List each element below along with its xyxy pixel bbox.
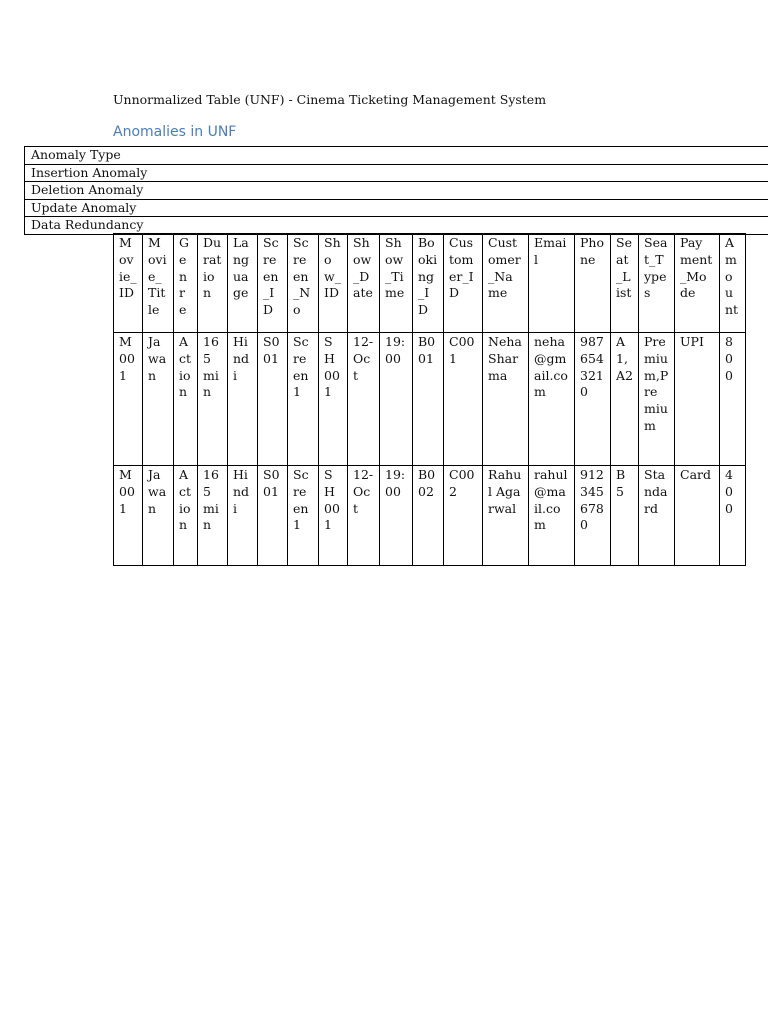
column-header — [348, 234, 380, 333]
table-cell — [348, 333, 380, 466]
table-cell — [143, 466, 174, 566]
table-cell — [611, 333, 639, 466]
column-header-label: Screen_No — [293, 235, 311, 318]
table-cell — [348, 466, 380, 566]
column-header — [675, 234, 720, 333]
table-cell — [483, 466, 529, 566]
table-row — [25, 182, 768, 200]
table-cell — [444, 333, 483, 466]
table-cell — [720, 333, 746, 466]
table-row — [25, 217, 768, 235]
cell-value: C002 — [449, 467, 475, 499]
cell-value: 19:00 — [385, 334, 406, 366]
cell-value: Hindi — [233, 334, 250, 383]
table-cell — [611, 466, 639, 566]
column-header-label: Customer_ID — [449, 235, 474, 301]
cell-value: 19:00 — [385, 467, 406, 499]
table-cell — [444, 466, 483, 566]
cell-value: 9123456780 — [580, 467, 604, 533]
table-cell — [639, 333, 675, 466]
table-cell — [288, 333, 319, 466]
column-header-label: Show_Date — [353, 235, 373, 301]
table-cell — [483, 333, 529, 466]
column-header-label: Movie_ID — [119, 235, 137, 301]
cell-value: UPI — [680, 334, 704, 349]
column-header — [720, 234, 746, 333]
table-row — [25, 199, 768, 217]
table-cell — [413, 333, 444, 466]
cell-value: 12-Oct — [353, 334, 374, 383]
column-header — [483, 234, 529, 333]
cell-value: M001 — [119, 334, 135, 383]
column-header — [444, 234, 483, 333]
table-cell — [288, 466, 319, 566]
table-cell — [380, 333, 413, 466]
table-cell — [114, 333, 143, 466]
cell-value: Screen1 — [293, 467, 309, 533]
column-header — [174, 234, 198, 333]
column-header-label: Phone — [580, 235, 604, 267]
column-header — [380, 234, 413, 333]
cell-value: S001 — [263, 467, 280, 499]
table-cell — [675, 466, 720, 566]
column-header-label: Language — [233, 235, 250, 301]
table-cell — [258, 333, 288, 466]
column-header — [611, 234, 639, 333]
cell-value: 9876543210 — [580, 334, 604, 400]
column-header-label: Genre — [179, 235, 189, 318]
column-header-label: Email — [534, 235, 567, 267]
document-title: Unnormalized Table (UNF) - Cinema Ticketing Management System — [113, 92, 547, 107]
cell-value: M001 — [119, 467, 135, 516]
table-cell — [174, 333, 198, 466]
cell-value: Hindi — [233, 467, 250, 516]
column-header — [575, 234, 611, 333]
anomaly-cell: Update Anomaly — [25, 199, 768, 217]
cell-value: A1,A2 — [616, 334, 633, 383]
column-header — [639, 234, 675, 333]
cell-value: 12-Oct — [353, 467, 374, 516]
cell-value: C001 — [449, 334, 475, 366]
cell-value: B002 — [418, 467, 436, 499]
cell-value: B5 — [616, 467, 626, 499]
cell-value: SH001 — [324, 334, 340, 400]
cell-value: B001 — [418, 334, 436, 366]
cell-value: Jawan — [148, 334, 167, 383]
anomaly-type-header: Anomaly Type — [25, 147, 768, 165]
anomaly-cell: Data Redundancy — [25, 217, 768, 235]
cell-value: Card — [680, 467, 711, 482]
table-cell — [114, 466, 143, 566]
cell-value: Action — [179, 334, 192, 400]
table-cell — [319, 466, 348, 566]
table-cell — [529, 333, 575, 466]
cell-value: Rahul Agarwal — [488, 467, 522, 516]
table-cell — [575, 333, 611, 466]
table-row — [114, 466, 746, 566]
anomaly-cell: Insertion Anomaly — [25, 164, 768, 182]
cell-value: Screen1 — [293, 334, 309, 400]
unf-data-table — [113, 233, 746, 566]
cell-value: rahul@mail.com — [534, 467, 568, 533]
table-cell — [529, 466, 575, 566]
table-row — [114, 333, 746, 466]
column-header-label: Duration — [203, 235, 222, 301]
anomaly-cell: Deletion Anomaly — [25, 182, 768, 200]
column-header-label: Show_ID — [324, 235, 341, 301]
column-header — [198, 234, 228, 333]
table-cell — [143, 333, 174, 466]
table-cell — [228, 333, 258, 466]
table-cell — [198, 333, 228, 466]
column-header — [114, 234, 143, 333]
column-header — [529, 234, 575, 333]
table-cell — [720, 466, 746, 566]
column-header — [228, 234, 258, 333]
table-cell — [675, 333, 720, 466]
column-header-label: Show_Time — [385, 235, 405, 301]
table-cell — [575, 466, 611, 566]
cell-value: Neha Sharma — [488, 334, 522, 383]
cell-value: S001 — [263, 334, 280, 366]
cell-value: Jawan — [148, 467, 167, 516]
column-header-label: Seat_Types — [644, 235, 668, 301]
column-header-label: Movie_Title — [148, 235, 167, 318]
column-header-label: Amount — [725, 235, 739, 318]
table-cell — [174, 466, 198, 566]
cell-value: 165min — [203, 467, 219, 533]
cell-value: Standard — [644, 467, 668, 516]
cell-value: 165min — [203, 334, 219, 400]
column-header — [143, 234, 174, 333]
column-header — [319, 234, 348, 333]
column-header-label: Screen_ID — [263, 235, 279, 318]
cell-value: Premium,Premium — [644, 334, 669, 433]
column-header — [258, 234, 288, 333]
column-header-label: Customer_Name — [488, 235, 521, 301]
cell-value: 400 — [725, 467, 733, 516]
column-header — [288, 234, 319, 333]
table-row — [25, 164, 768, 182]
table-cell — [380, 466, 413, 566]
anomaly-table — [24, 146, 768, 235]
table-row — [25, 147, 768, 165]
cell-value: neha@gmail.com — [534, 334, 568, 400]
table-header-row — [114, 234, 746, 333]
column-header-label: Booking_ID — [418, 235, 438, 318]
table-cell — [319, 333, 348, 466]
section-heading: Anomalies in UNF — [113, 124, 237, 140]
column-header — [413, 234, 444, 333]
cell-value: Action — [179, 467, 192, 533]
column-header-label: Seat_List — [616, 235, 632, 301]
table-cell — [258, 466, 288, 566]
cell-value: SH001 — [324, 467, 340, 533]
table-cell — [413, 466, 444, 566]
table-cell — [228, 466, 258, 566]
table-cell — [198, 466, 228, 566]
cell-value: 800 — [725, 334, 733, 383]
column-header-label: Payment_Mode — [680, 235, 713, 301]
table-cell — [639, 466, 675, 566]
